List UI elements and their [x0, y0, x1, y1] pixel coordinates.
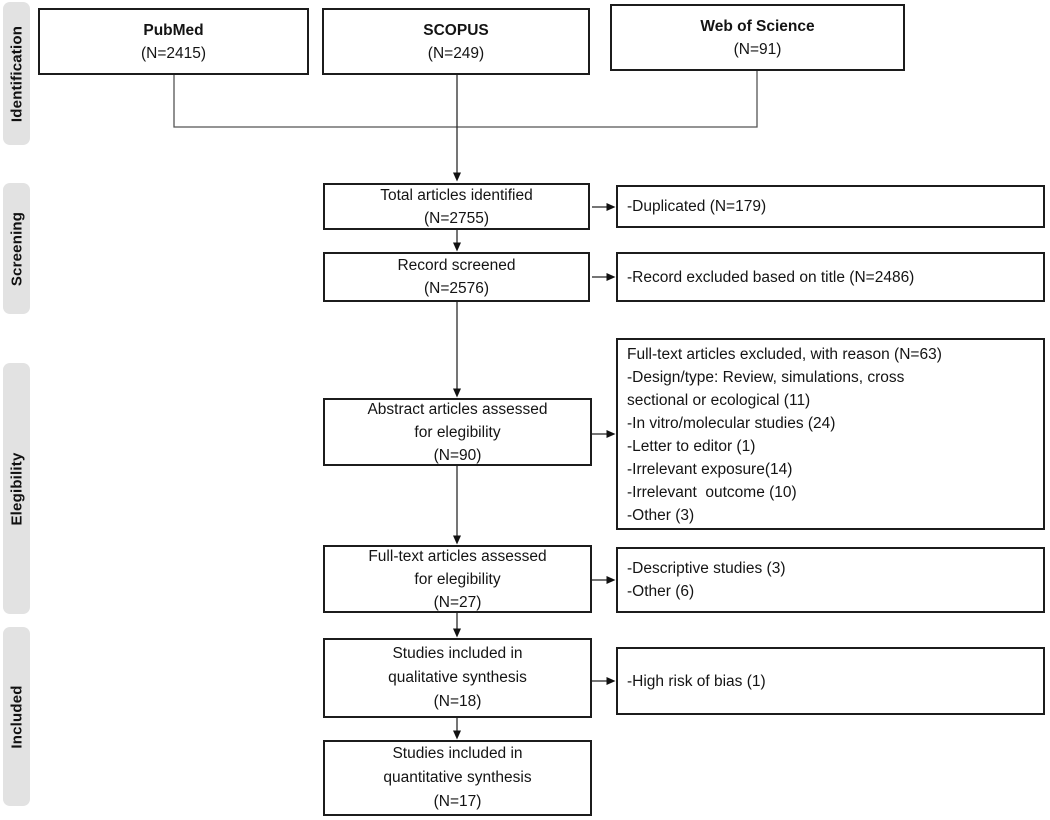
- source-box-pubmed: [38, 8, 309, 75]
- box-text-line: (N=27): [433, 593, 482, 611]
- source-count: (N=2415): [140, 44, 207, 62]
- box-text-line: -Irrelevant exposure(14): [627, 461, 793, 478]
- stage-label-text: Elegibility: [8, 451, 25, 526]
- box-text-line: sectional or ecological (11): [627, 392, 811, 409]
- box-text-line: Abstract articles assessed: [367, 400, 548, 418]
- box-text-line: (N=17): [433, 793, 482, 810]
- exclusion-box-fulltext-reasons: [616, 338, 1045, 530]
- box-text-line: for elegibility: [414, 570, 501, 588]
- flow-box-fulltext-assessed: [323, 545, 592, 613]
- source-box-web-of-science: [610, 4, 905, 71]
- box-text-line: Total articles identified: [380, 186, 533, 204]
- source-name: Web of Science: [700, 17, 815, 35]
- box-text-line: (N=90): [433, 446, 482, 464]
- exclusion-box-descriptive: [616, 547, 1045, 613]
- box-text-line: -Other (3): [627, 507, 695, 524]
- box-text-line: (N=18): [433, 693, 482, 710]
- source-name: SCOPUS: [423, 21, 489, 39]
- stage-label-text: Screening: [8, 211, 25, 286]
- box-text-line: (N=2576): [423, 280, 490, 297]
- flow-box-qualitative-synthesis: [323, 638, 592, 718]
- box-text-line: -Record excluded based on title (N=2486): [627, 268, 915, 286]
- exclusion-box-duplicated: [616, 185, 1045, 228]
- flow-box-abstract-assessed: [323, 398, 592, 466]
- stage-label-elegibility: [3, 363, 30, 614]
- exclusion-box-title-excluded: [616, 252, 1045, 302]
- source-count: (N=249): [427, 44, 485, 62]
- box-text-line: -Letter to editor (1): [627, 438, 756, 455]
- flow-box-quantitative-synthesis: [323, 740, 592, 816]
- box-text-line: Full-text articles assessed: [368, 547, 547, 565]
- flow-box-total-identified: [323, 183, 590, 230]
- box-text-line: (N=2755): [423, 209, 490, 227]
- box-text-line: -Design/type: Review, simulations, cross: [627, 369, 905, 386]
- box-text-line: -Irrelevant outcome (10): [627, 484, 797, 501]
- box-text-line: Record screened: [397, 257, 516, 274]
- box-text-line: Studies included in: [392, 745, 523, 762]
- stage-label-text: Included: [8, 684, 25, 749]
- box-text-line: -Other (6): [627, 583, 695, 600]
- box-text-line: -In vitro/molecular studies (24): [627, 415, 836, 432]
- box-text-line: Studies included in: [392, 645, 523, 662]
- flow-box-record-screened: [323, 252, 590, 302]
- stage-label-included: [3, 627, 30, 806]
- box-text-line: for elegibility: [414, 423, 501, 441]
- box-text-line: Full-text articles excluded, with reason (N=63): [627, 346, 942, 363]
- elbow-connector: [174, 71, 757, 127]
- stage-label-identification: [3, 2, 30, 145]
- exclusion-box-high-risk-bias: [616, 647, 1045, 715]
- box-text-line: -Descriptive studies (3): [627, 560, 786, 577]
- stage-label-text: Identification: [8, 25, 25, 122]
- box-text-line: qualitative synthesis: [388, 669, 527, 686]
- source-count: (N=91): [733, 40, 782, 58]
- stage-label-screening: [3, 183, 30, 314]
- source-box-scopus: [322, 8, 590, 75]
- box-text-line: -High risk of bias (1): [627, 672, 766, 690]
- source-name: PubMed: [143, 21, 204, 39]
- box-text-line: quantitative synthesis: [383, 769, 532, 786]
- box-text-line: -Duplicated (N=179): [627, 198, 767, 215]
